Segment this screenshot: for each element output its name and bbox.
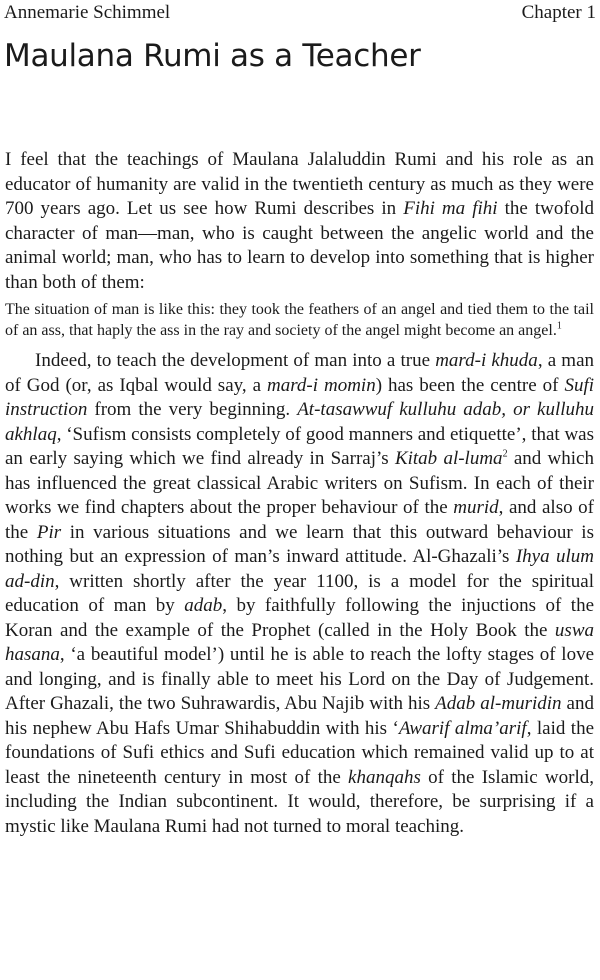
text-run: of the Islamic world, including the Indian subcontinent. It would, therefore, be surprising if a mystic like Maulana Rumi had not turned to moral teaching.: [5, 766, 594, 837]
italic-term: Sufi instruction: [5, 374, 594, 420]
italic-book-title: Awarif alma’arif: [398, 717, 527, 739]
text-run: , ‘Sufism consists completely of good manners and etiquette’, that was an early saying which we find already in Sarraj’s: [5, 423, 594, 469]
italic-term: At-tasawwuf kulluhu adab, or kulluhu akhlaq: [5, 399, 594, 445]
body-text: [5, 148, 594, 839]
text-run: and which has influenced the great classical Arabic writers on Sufism. In each of their works we find chapters about the proper behaviour of the: [5, 448, 594, 518]
text-run: from the very beginning.: [87, 399, 298, 420]
italic-term: mard-i momin: [267, 374, 376, 396]
italic-term: mard-i khuda: [435, 350, 538, 371]
italic-term: khanqahs: [348, 766, 421, 788]
text-run: , written shortly after the year 1100, is a model for the spiritual education of man by: [5, 570, 594, 616]
italic-book-title: Adab al-muridin: [435, 693, 562, 714]
text-run: , ‘a beautiful model’) until he is able to reach the lofty stages of love and longing, and is finally able to meet his Lord on the Day of Judgement. After Ghazali, the two Suhrawardis, Abu Najib with his: [5, 644, 594, 714]
chapter-title: Maulana Rumi as a Teacher: [4, 38, 421, 74]
italic-book-title: Ihya ulum ad-din: [5, 546, 595, 592]
italic-book-title: Kitab al-luma: [394, 448, 503, 469]
text-run: and his nephew Abu Hafs Umar Shihabuddin with his ‘: [5, 693, 594, 739]
text-run: , and also of the: [5, 497, 594, 543]
text-run: the twofold character of man—man, who is caught between the angelic world and the animal world; man, who has to learn to develop into something that is higher than both of them:: [5, 198, 594, 293]
italic-term: murid: [453, 497, 499, 518]
text-run: in various situations and we learn that this outward behaviour is nothing but an expression of man’s inward attitude. Al-Ghazali’s: [5, 521, 594, 567]
text-run: , a man of God (or, as Iqbal would say, a: [5, 350, 595, 396]
footnote-ref: 1: [556, 320, 562, 332]
italic-term: Pir: [36, 521, 62, 543]
paragraph-1: [5, 148, 594, 295]
footnote-ref: 2: [502, 448, 508, 460]
text-run: I feel that the teachings of Maulana Jalaluddin Rumi and his role as an educator of humanity are valid in the twentieth century as much as they were 700 years ago. Let us see how Rumi describes in: [5, 149, 594, 219]
paragraph-2: [5, 349, 594, 839]
quote-text: The situation of man is like this: they took the feathers of an angel and tied them to the tail of an ass, that haply the ass in the ray and society of the angel might become an angel.: [5, 301, 594, 339]
text-run: Indeed, to teach the development of man into a true: [35, 350, 436, 371]
italic-book-title: Fihi ma fihi: [403, 198, 498, 219]
running-header: [4, 2, 596, 26]
chapter-label: Chapter 1: [521, 2, 596, 23]
italic-term: adab: [184, 595, 223, 616]
text-run: ) has been the centre of: [375, 374, 565, 396]
italic-term: uswa hasana: [5, 619, 594, 665]
block-quote: [5, 299, 594, 341]
author-name: Annemarie Schimmel: [4, 2, 171, 23]
text-run: , laid the foundations of Sufi ethics and Sufi education which remained valid up to at least the nineteenth century in most of the: [5, 717, 595, 788]
text-run: , by faithfully following the injuctions of the Koran and the example of the Prophet (called in the Holy Book the: [5, 595, 595, 641]
